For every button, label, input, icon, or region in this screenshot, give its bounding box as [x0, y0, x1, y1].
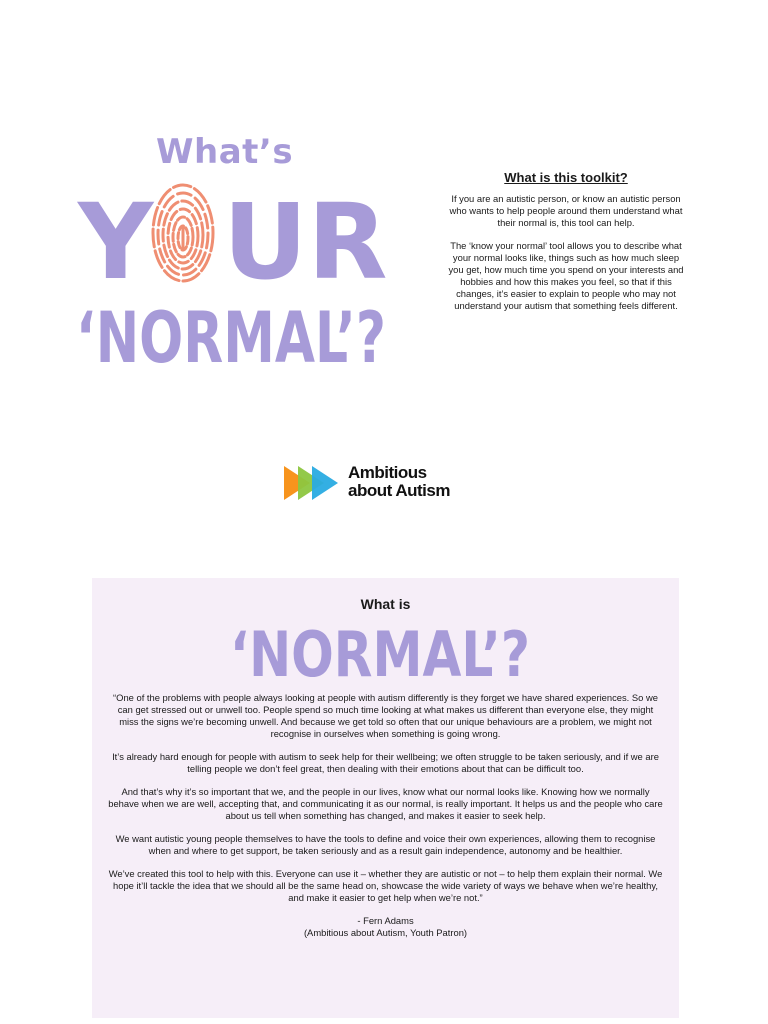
- toolkit-section: [446, 170, 686, 323]
- brand-arrows-icon: [284, 466, 346, 500]
- whats-your-normal-logo: [70, 130, 390, 380]
- quote-block: [108, 692, 663, 950]
- toolkit-paragraph: If you are an autistic person, or know an autistic person who wants to help people around them understand what their normal is, this tool can help.: [449, 193, 683, 228]
- quote-paragraph: “One of the problems with people always looking at people with autism differently is they forget we have shared experiences. So we can get stressed out or unwell too. People spend so much time looking at what makes us different than everyone else, they might miss the signs we’re becoming unwell. And because we get told so often that our unique behaviours are a problem, we might not recognise in ourselves when something is going wrong.: [113, 692, 658, 739]
- hero-letter-y: Y: [78, 181, 154, 303]
- hero-normal-text: ‘NORMAL’?: [76, 297, 386, 379]
- signature-name: - Fern Adams: [357, 915, 414, 926]
- hero-whats-text: What’s: [156, 132, 294, 172]
- panel-normal-graphic: [230, 614, 540, 691]
- hero-normal-graphic: [76, 292, 396, 379]
- ambitious-about-autism-logo: [284, 462, 484, 504]
- panel-heading: What is: [360, 596, 411, 612]
- brand-line-1: Ambitious: [348, 463, 427, 482]
- hero-letters-ur: UR: [223, 181, 388, 303]
- toolkit-paragraph: The ‘know your normal’ tool allows you to describe what your normal looks like, things such as how much sleep you get, how much time you spend on your interests and hobbies and how this makes you feel, so that if this changes, it’s easier to explain to people who may not understand your autism that something feels different.: [448, 240, 684, 311]
- quote-paragraph: It’s already hard enough for people with autism to seek help for their wellbeing; we often struggle to be taken seriously, and if we are telling people we don’t feel great, then dealing with their emotions about that can be difficult too.: [112, 751, 659, 774]
- hero-your-graphic: [78, 178, 388, 303]
- quote-paragraph: We’ve created this tool to help with this. Everyone can use it – whether they are autistic or not – to help them explain their normal. We hope it’ll tackle the idea that we should all be the same head on, showcase the wide variety of ways we behave when we’re healthy, and make it easier to get help when we’re not.”: [108, 868, 663, 903]
- quote-signature: [108, 915, 663, 939]
- what-is-normal-panel: [92, 578, 679, 1018]
- toolkit-title: What is this toolkit?: [504, 170, 628, 185]
- quote-paragraph: We want autistic young people themselves to have the tools to define and voice their own experiences, allowing them to recognise when and where to get support, be taken seriously and as a result gain independence, autonomy and be healthier.: [115, 833, 656, 856]
- signature-role: (Ambitious about Autism, Youth Patron): [303, 927, 468, 938]
- panel-normal-text: ‘NORMAL’?: [230, 618, 530, 691]
- brand-line-2: about Autism: [348, 481, 450, 500]
- quote-paragraph: And that’s why it’s so important that we, and the people in our lives, know what our normal looks like. Knowing how we normally behave when we are well, accepting that, and communicating it as our normal, is really important. It helps us and the people who care about us tell when something has changed, and makes it easier to seek help.: [108, 786, 663, 821]
- fingerprint-icon: [153, 185, 213, 281]
- brand-name: [348, 464, 450, 500]
